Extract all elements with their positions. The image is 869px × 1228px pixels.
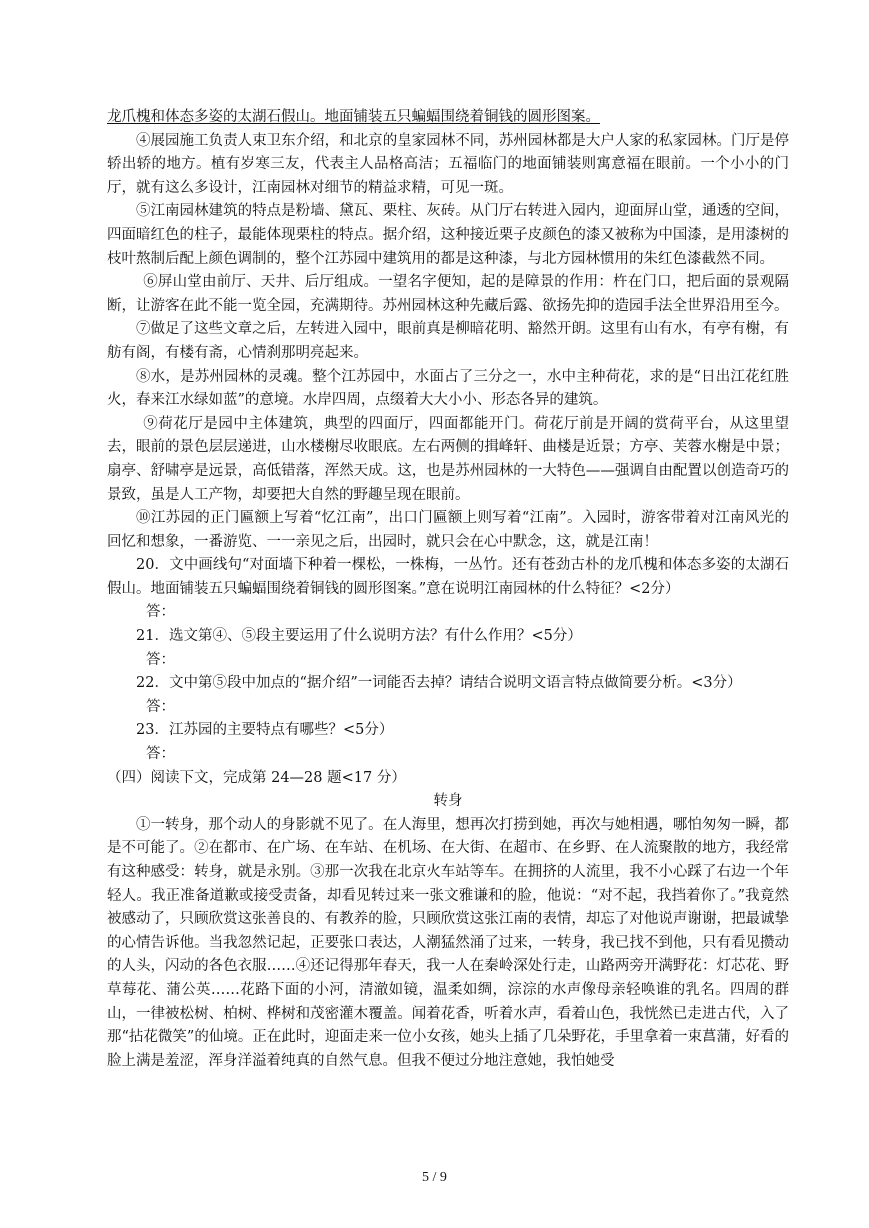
paragraph-7: ⑦做足了这些文章之后，左转进入园中，眼前真是柳暗花明、豁然开朗。这里有山有水，有亭有榭，有舫有阁，有楼有斋，心情刹那明亮起来。 xyxy=(107,321,789,361)
document-page xyxy=(107,106,789,1073)
answer-20: 答： xyxy=(146,604,175,621)
underlined-sentence: 龙爪槐和体态多姿的太湖石假山。地面铺装五只蝙蝠围绕着铜钱的圆形图案。 xyxy=(107,109,600,125)
page-number: 5 / 9 xyxy=(422,1170,447,1185)
question-21: 21．选文第④、⑤段主要运用了什么说明方法？有什么作用？<5分） xyxy=(136,628,582,645)
paragraph-8: ⑧水，是苏州园林的灵魂。整个江苏园中，水面占了三分之一，水中主种荷花，求的是“日出江花红胜火，春来江水绿如蓝”的意境。水岸四周，点缀着大大小小、形态各异的建筑。 xyxy=(107,368,789,409)
answer-23: 答： xyxy=(146,746,175,763)
paragraph-10: ⑩江苏园的正门匾额上写着“忆江南”，出口门匾额上则写着“江南”。入园时，游客带着对江南风光的回忆和想象，一番游览、一一亲见之后，出园时，就只会在心中默念，这，就是江南！ xyxy=(107,510,789,550)
answer-22: 答： xyxy=(146,698,175,715)
paragraph-6: ⑥屏山堂由前厅、天井、后厅组成。一望名字便知，起的是障景的作用：杵在门口，把后面的景观隔断，让游客在此不能一览全园，充满期待。苏州园林这种先藏后露、欲扬先抑的造园手法全世界沿用至今。 xyxy=(107,274,789,314)
paragraph-9: ⑨荷花厅是园中主体建筑，典型的四面厅，四面都能开门。荷花厅前是开阔的赏荷平台，从这里望去，眼前的景色层层递进，山水楼榭尽收眼底。左右两侧的揖峰轩、曲楼是近景；方亭、芙蓉水榭是中景；扇亭、舒啸亭是远景，高低错落，浑然天成。这，也是苏州园林的一大特色——强调自由配置以创造奇巧的景致，虽是人工产物，却要把大自然的野趣呈现在眼前。 xyxy=(107,415,789,503)
paragraph-5: ⑤江南园林建筑的特点是粉墙、黛瓦、栗柱、灰砖。从门厅右转进入园内，迎面屏山堂，通透的空间，四面暗红色的柱子，最能体现栗柱的特点。据介绍，这种接近栗子皮颜色的漆又被称为中国漆，是用漆树的枝叶熬制后配上颜色调制的，整个江苏园中建筑用的都是这种漆，与北方园林惯用的朱红色漆截然不同。 xyxy=(107,203,789,267)
question-23: 23．江苏园的主要特点有哪些？<5分） xyxy=(136,722,394,739)
section-4-heading: （四）阅读下文，完成第 24—28 题<17 分） xyxy=(107,769,406,786)
answer-21: 答： xyxy=(146,651,175,668)
passage-body: ①一转身，那个动人的身影就不见了。在人海里，想再次打捞到她，再次与她相遇，哪怕匆匆一瞬，都是不可能了。②在都市、在广场、在车站、在机场、在大街、在超市、在乡野、在人流聚散的地方，我经常有这种感受：转身，就是永别。③那一次我在北京火车站等车。在拥挤的人流里，我不小心踩了右边一个年轻人。我正准备道歉或接受责备，却看见转过来一张文雅谦和的脸，他说：“对不起，我挡着你了。”我竟然被感动了，只顾欣赏这张善良的、有教养的脸，只顾欣赏这张江南的表情，却忘了对他说声谢谢，把最诚挚的心情告诉他。当我忽然记起，正要张口表达，人潮猛然涌了过来，一转身，我已找不到他，只有看见攒动的人头，闪动的各色衣服……④还记得那年春天，我一人在秦岭深处行走，山路两旁开满野花：灯芯花、野草莓花、蒲公英……花路下面的小河，清澈如镜，温柔如绸，淙淙的水声像母亲轻唤谁的乳名。四周的群山，一律被松树、柏树、桦树和茂密灌木覆盖。闻着花香，听着水声，看着山色，我恍然已走进古代，入了那“拈花微笑”的仙境。正在此时，迎面走来一位小女孩，她头上插了几朵野花，手里拿着一束菖蒲，好看的脸上满是羞涩，浑身洋溢着纯真的自然气息。但我不便过分地注意她，我怕她受 xyxy=(107,816,789,1069)
passage-title: 转身 xyxy=(433,793,463,810)
paragraph-4: ④展园施工负责人束卫东介绍，和北京的皇家园林不同，苏州园林都是大户人家的私家园林。门厅是停轿出轿的地方。植有岁寒三友，代表主人品格高洁；五福临门的地面铺装则寓意福在眼前。一个小小的门厅，就有这么多设计，江南园林对细节的精益求精，可见一斑。 xyxy=(107,132,789,196)
question-20: 20．文中画线句“对面墙下种着一棵松，一株梅，一丛竹。还有苍劲古朴的龙爪槐和体态多姿的太湖石假山。地面铺装五只蝙蝠围绕着铜钱的圆形图案。”意在说明江南园林的什么特征？<2分） xyxy=(107,557,789,597)
question-22: 22．文中第⑤段中加点的“据介绍”一词能否去掉？请结合说明文语言特点做简要分析。<3分） xyxy=(136,675,742,692)
